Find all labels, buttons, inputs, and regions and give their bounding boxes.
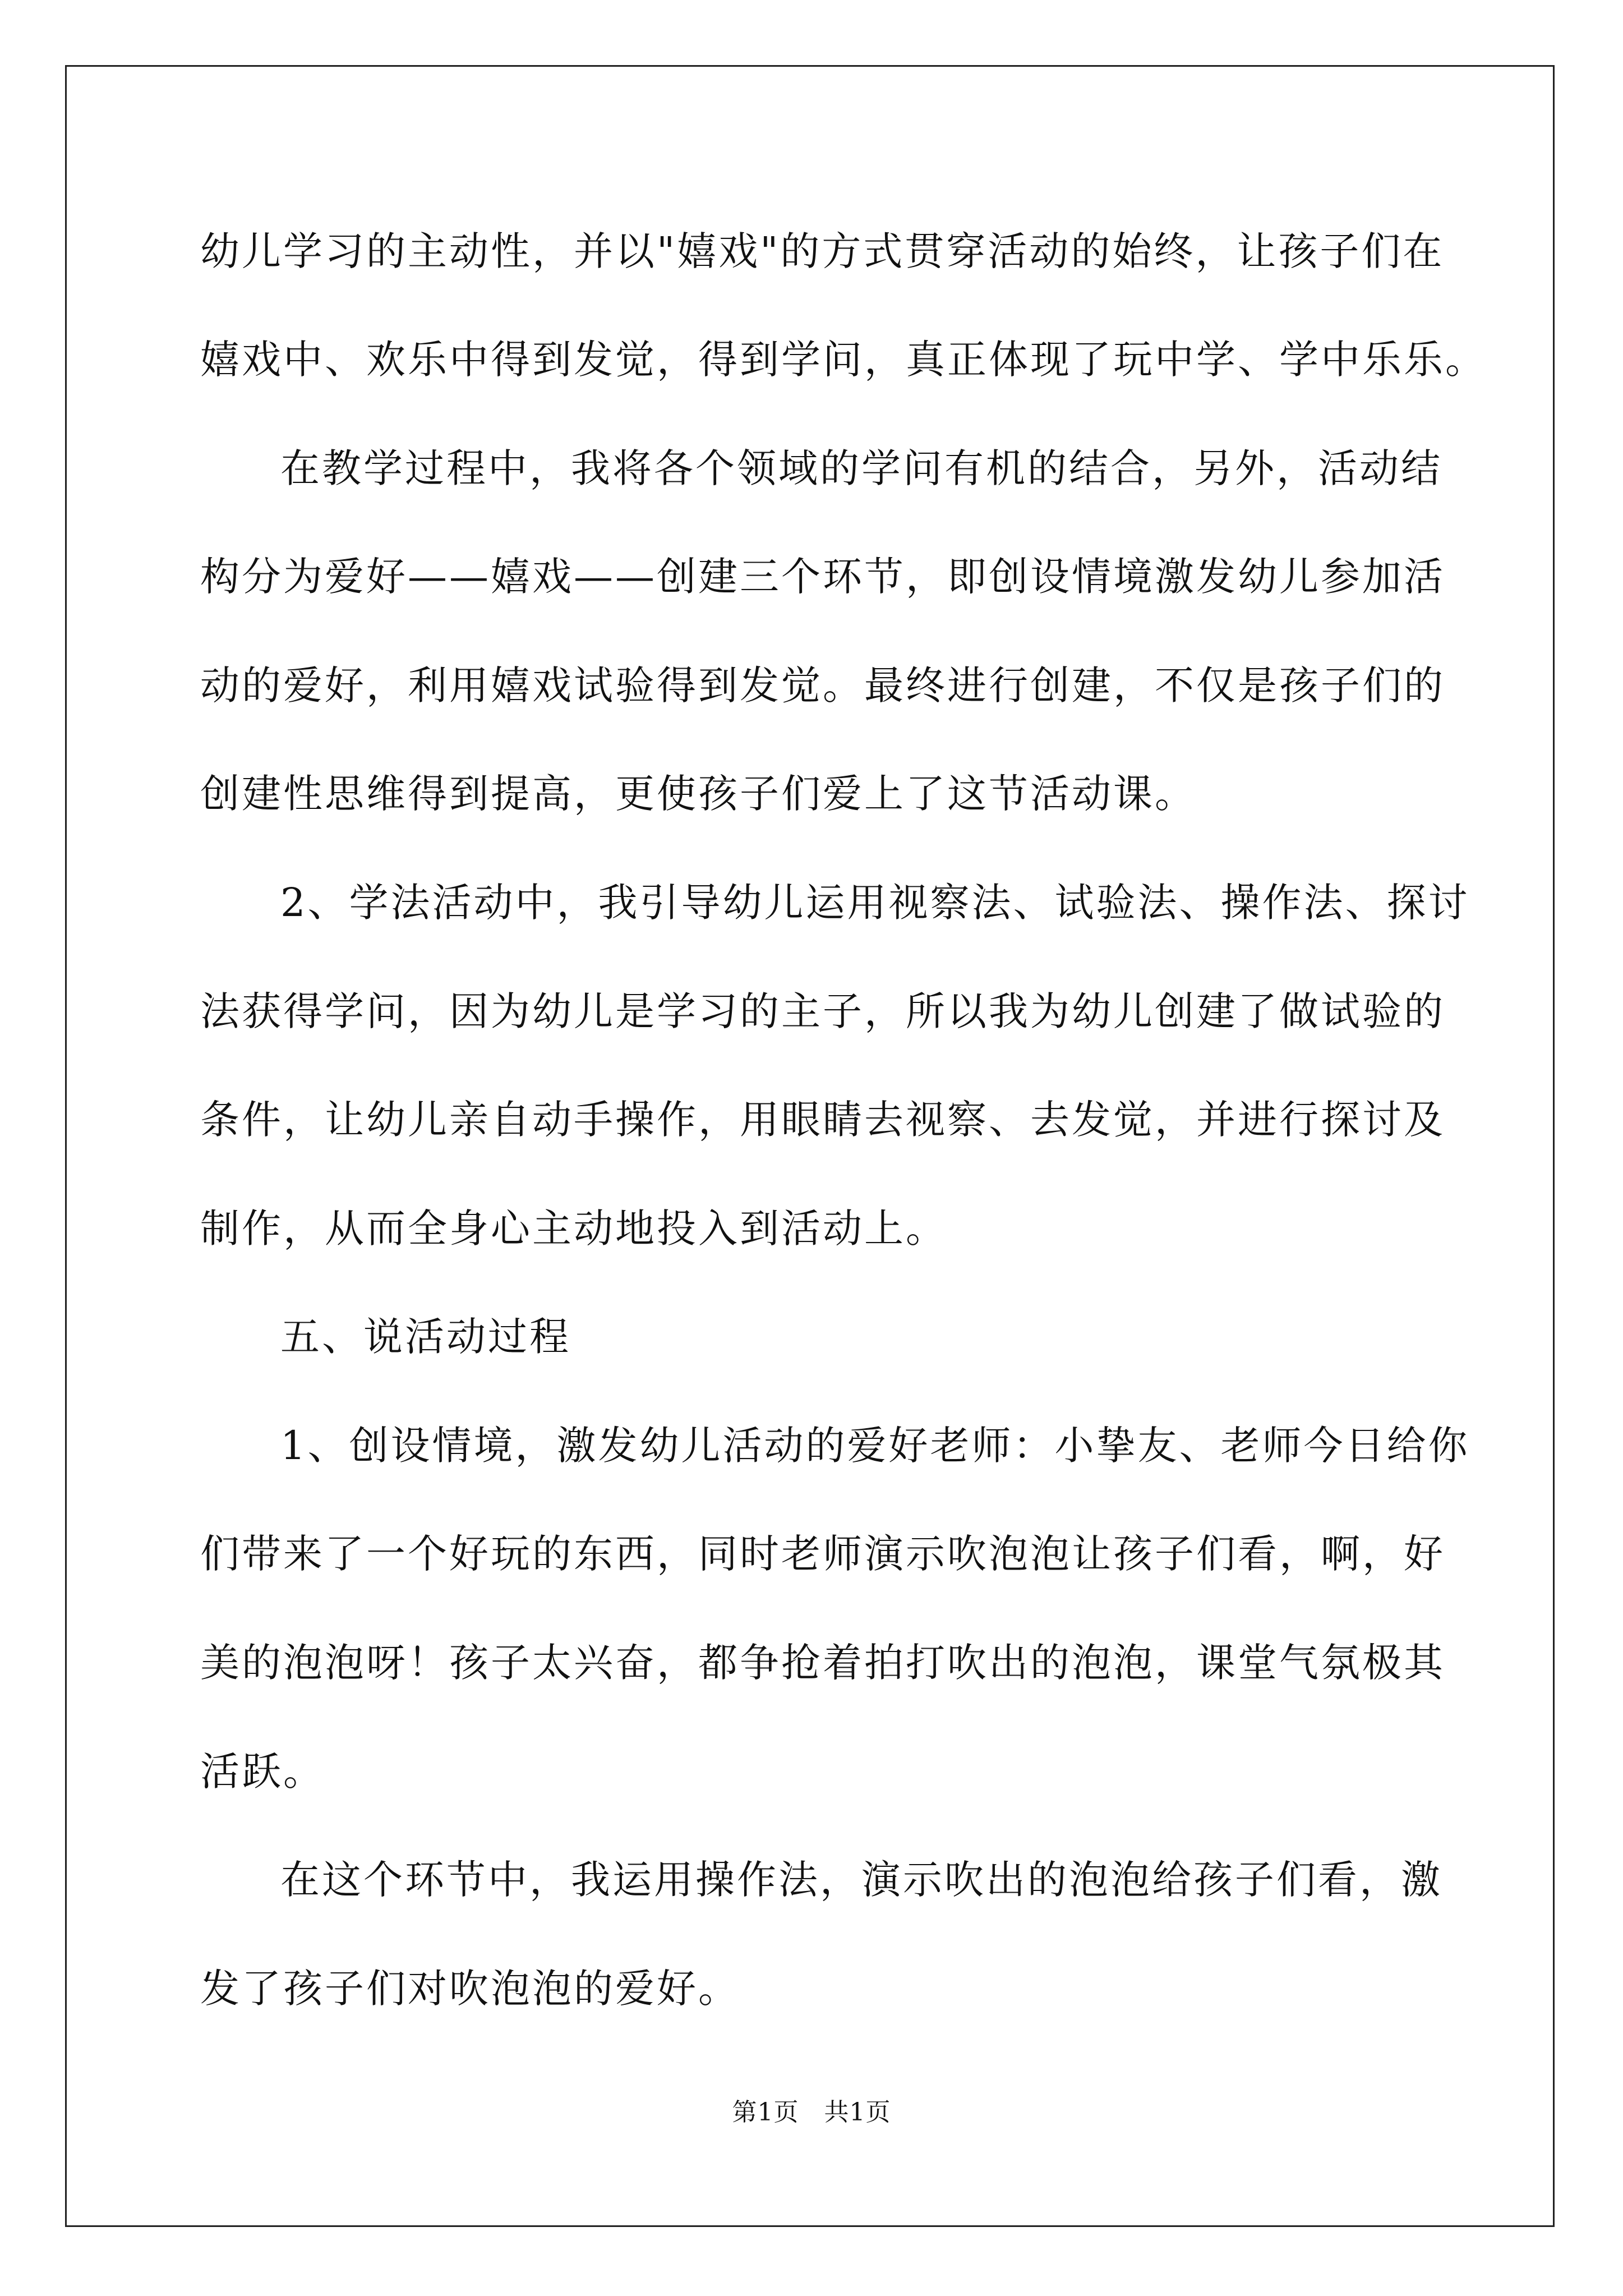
text-line-6: 创建性思维得到提高，更使孩子们爱上了这节活动课。 [200, 771, 1196, 817]
section-heading: 五、说活动过程 [280, 1314, 571, 1360]
page-footer: 第1页 共1页 [732, 2098, 891, 2127]
text-line-16: 在这个环节中，我运用操作法，演示吹出的泡泡给孩子们看，激 [280, 1857, 1442, 1903]
text-line-13: 们带来了一个好玩的东西，同时老师演示吹泡泡让孩子们看，啊，好 [200, 1531, 1445, 1577]
text-line-9: 条件，让幼儿亲自动手操作，用眼睛去视察、去发觉，并进行探讨及 [200, 1097, 1445, 1143]
text-line-4: 构分为爱好——嬉戏——创建三个环节，即创设情境激发幼儿参加活 [200, 554, 1445, 600]
text-line-7: 2、学法活动中，我引导幼儿运用视察法、试验法、操作法、探讨 [280, 880, 1470, 926]
text-line-5: 动的爱好，利用嬉戏试验得到发觉。最终进行创建，不仅是孩子们的 [200, 662, 1445, 708]
text-line-15: 活跃。 [200, 1749, 325, 1795]
text-line-12: 1、创设情境，激发幼儿活动的爱好老师：小挚友、老师今日给你 [280, 1423, 1470, 1469]
text-line-3: 在教学过程中，我将各个领域的学问有机的结合，另外，活动结 [280, 445, 1442, 491]
text-line-2: 嬉戏中、欢乐中得到发觉，得到学问，真正体现了玩中学、学中乐乐。 [200, 337, 1487, 383]
text-line-8: 法获得学问，因为幼儿是学习的主子，所以我为幼儿创建了做试验的 [200, 988, 1445, 1034]
text-line-1: 幼儿学习的主动性，并以"嬉戏"的方式贯穿活动的始终，让孩子们在 [200, 228, 1445, 274]
text-line-14: 美的泡泡呀！孩子太兴奋，都争抢着拍打吹出的泡泡，课堂气氛极其 [200, 1640, 1445, 1686]
text-line-10: 制作，从而全身心主动地投入到活动上。 [200, 1205, 947, 1251]
text-line-17: 发了孩子们对吹泡泡的爱好。 [200, 1966, 740, 2012]
